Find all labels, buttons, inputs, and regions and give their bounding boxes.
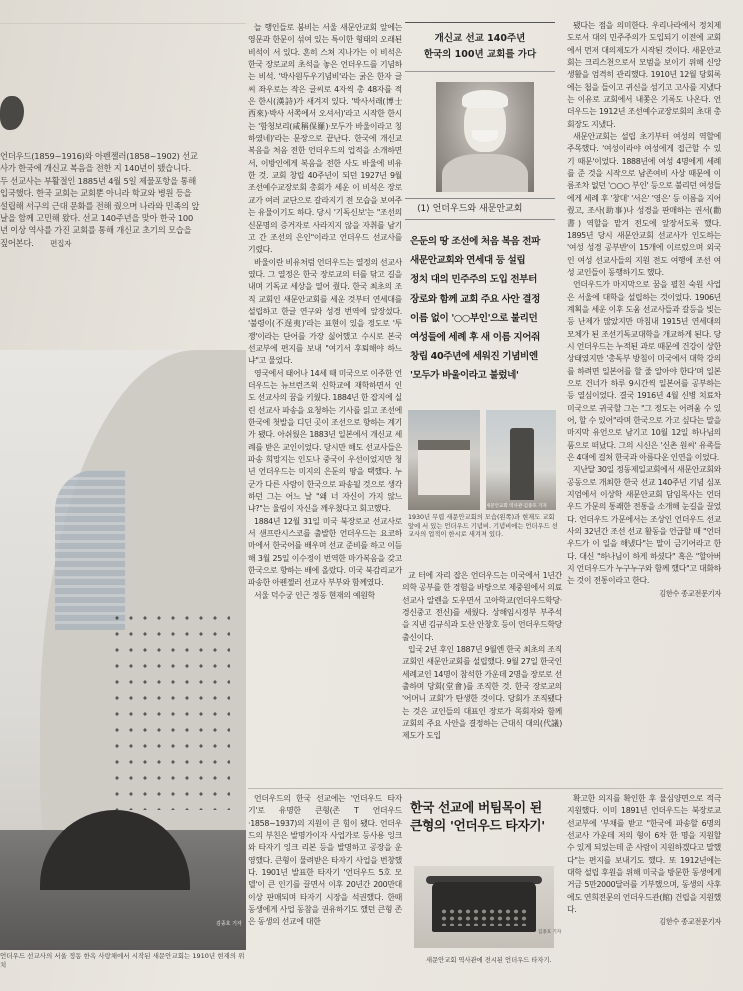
summary-line: '모두가 바울이라고 불렀네' [410, 370, 519, 382]
article-column-3 [567, 20, 721, 600]
typewriter-photo [414, 866, 554, 948]
article-paragraph: 서울 덕수궁 인근 정동 현재의 예원학 [254, 590, 375, 600]
series-header-box [405, 22, 555, 72]
article-column-2 [402, 570, 562, 743]
article-paragraph: 새문안교회는 설립 초기부터 여성의 역할에 주목했다. '여성이라야 여성에게 접근할 수 있기 때문'이었다. 1888년에 여성 4명에게 세례를 준 것을 시작으로 남존여비 사상 때문에 이름조차 없던 '○○○ 부인' 등으로 불리던 여성들에게 세례 후 '창대' '서은' '영은' 등 이름을 지어줬고, 조사(助事)나 성경을 판매하는 권서(勸書) 역할을 맡겨 전도에 앞장서도록 했다. 1895년 당시 새문안교회 선교사가 인도하는 '여성 성경 공부반'이 15개에 이르렀으며 외국인 여성 선교사들의 지원 전도 여행에 조선 여성 교인들이 동행하기도 했다. [567, 132, 721, 277]
summary-line: 장로와 함께 교회 주요 사안 결정 [410, 293, 540, 305]
sidebar-divider [248, 788, 723, 789]
left-photo-credit: 김종호 기자 [216, 921, 242, 927]
old-church-building [418, 440, 470, 495]
lead-paragraph [0, 150, 200, 250]
sidebar-column-2 [567, 793, 721, 929]
sidebar-paragraph: 확고한 의지를 확인한 후 물심양면으로 적극 지원했다. 이미 1891년 언더우드는 북장로교 선교부에 '부채를 받고 "한국에 파송할 6명의 선교사 가운데 저의 형이 6차 한 명을 지원할 수 있게 되었는데 준 사람이 지원하겠다고 말했다"는 편지를 보내기도 했다. 또 1912년에는 대학 설립 후원을 위해 미국을 방문한 동생에게 거금 5만2000달러를 기부했으며, 동생의 사후에도 연희전문의 언더우드관(館) 건립을 지원했다. [567, 794, 721, 915]
article-paragraph: 지난달 30일 정동제일교회에서 새문안교회와 공동으로 개최한 한국 선교 140주년 기념 심포지엄에서 이상학 새문안교회 담임목사는 언더우드 가문의 통쾌한 전통을 소개해 눈길을 끌었다. 언더우드 가문에서는 조상인 언더우드 선교사의 32년간 조선 선교 활동을 언급할 때 "언더우드가 이 일을 해냈다"는 말이 금기어라고 한다. 대신 "하나님이 하게 하셨다" 혹은 "할아버지 언더우드가 누구누구와 함께 했다"고 대화하는 것이 전통이라고 한다. [567, 465, 721, 586]
article-paragraph: 교 터에 자리 잡은 언더우드는 미국에서 1년간 의학 공부를 한 경험을 바탕으로 제중원에서 의료 선교사 알렌을 도우면서 고아학교(언더우드학당·경신중고 전신)를 세웠다. 상해임시정부 부주석을 지낸 김규식과 도산 안창호 등이 언더우드학당 출신이다. [402, 571, 562, 642]
article-paragraph: 영국에서 태어나 14세 때 미국으로 이주한 언더우드는 뉴브런즈윅 신학교에 재학하면서 인도 선교사의 꿈을 키웠다. 1884년 한 잡지에 실린 선교사 파송을 요청하는 기사를 읽고 조선에 한국에 첫발을 디딘 곳이 조선으로 향하는 계기가 됐다. 아쉬웠은 1883년 일본에서 개신교 세례를 받은 교인이었다. 당시만 해도 선교사들은 파송 희망지는 인도나 중국이 우선이었지만 청년 언더우드는 미지의 은둔의 땅을 택했다. 누군가 다른 사람이 한국으로 파송될 것으로 생각하던 그는 어느 날 "왜 너 자신이 가지 않느냐?"는 울림이 자신을 깨우쳤다고 회고했다. [248, 368, 402, 514]
summary-line: 새문안교회와 연세대 등 설립 [410, 255, 526, 267]
underwood-portrait [436, 82, 534, 192]
series-header-line1: 개신교 선교 140주년 [434, 33, 526, 44]
sidebar-byline: 김한수 종교전문기자 [659, 917, 721, 927]
summary-block [410, 232, 558, 386]
typewriter-caption: 새문안교회 역사관에 전시된 언더우드 타자기. [426, 957, 552, 964]
building-facade-pattern [110, 610, 230, 810]
memorial-stone [510, 428, 534, 500]
typewriter-credit: 김종호 기자 [538, 930, 562, 935]
summary-line: 정치 대의 민주주의 도입 전부터 [410, 274, 538, 286]
quote-mark-icon [0, 96, 24, 130]
section-title: ⟨1⟩ 언더우드와 새문안교회 [405, 198, 555, 220]
article-byline: 김한수 종교전문기자 [659, 588, 721, 598]
article-paragraph: 늘 행인들로 붐비는 서울 새문안교회 앞에는 영문과 한문이 섞여 있는 특이한 형태의 오래된 비석이 서 있다. 흔히 스쳐 지나가는 이 비석은 한국 장로교의 초석을 놓은 언더우드를 기념하는 비석. '박사원두우기념비'라는 굵은 한자 글씨 좌우로는 작은 글씨로 4자씩 총 48자를 적은 한시(漢詩)가 새겨져 있다. '박사서래(博士西來)·박사 서쪽에서 오셔서)'라고 시작한 한시는 '함청보리(咸稱保羅)·모두가 바울이라고 칭하였네)'라는 문장으로 끝난다. 한국에 개신교 복음을 처음 전한 언더우드의 업적을 소개하면서, 이방인에게 복음을 전한 사도 바울에 비유한 것. 교회 창립 40주년이 되던 1927년 9월 조선예수교장로회 총회가 세운 이 비석은 장로교가 여러 교단으로 갈라지기 전 모습을 보여주는 유물이기도 하다. 당시 '기독신보'는 "조선의 신문명의 증거자로 사라지지 않을 자취를 남기고 간 조선의 은인"이라고 언더우드 선교사를 기렸다. [248, 23, 402, 255]
sidebar-headline-line1: 한국 선교에 버팀목이 된 [410, 801, 542, 816]
summary-line: 창립 40주년에 세워진 기념비엔 [410, 351, 538, 363]
building-glass-wall [55, 470, 125, 630]
sidebar-headline [410, 800, 560, 836]
fold-line [0, 23, 246, 24]
portrait-body [442, 154, 528, 192]
sidebar-headline-line2: 큰형의 '언더우드 타자기' [410, 819, 545, 834]
summary-line: 이름 없이 '○○부인'으로 불리던 [410, 312, 538, 324]
memorial-stone-photo [486, 410, 556, 510]
summary-line: 은둔의 땅 조선에 처음 복음 전파 [410, 236, 540, 247]
article-paragraph: 됐다는 점을 의미한다. 우리나라에서 정치제도로서 대의 민주주의가 도입되기 이전에 교회에서 먼저 대의제도가 시작된 것이다. 새문안교회는 크리스천으로서 모범을 보이기 위해 신앙생활을 엄격히 관리했다. 1910년 12월 당회록에는 첩을 들이고 귀신을 섬기고 고사를 지냈다는 이유로 교회에서 내쫓은 기록도 나온다. 언더우드는 1912년 조선예수교장로회의 초대 총회장도 지냈다. [567, 21, 721, 129]
portrait-hair [462, 90, 508, 108]
church-building-photo [0, 350, 246, 950]
left-photo-caption: 언더우드 선교사의 서울 정동 한옥 사랑채에서 시작된 새문안교회는 1910년 현재의 위치 [0, 952, 245, 969]
sidebar-column-1 [248, 793, 402, 929]
article-paragraph: 바울이란 비유처럼 언더우드는 열정의 선교사였다. 그 열정은 한국 장로교의 터를 닦고 길을 내며 기독교 세상을 열어 줬다. 한국 최초의 조직 교회인 새문안교회를 세운 것부터 연세대를 설립하고 한글 연구와 성경 번역에 앞장섰다. '불령이(不逞夷)'라는 표현이 있을 정도로 '투쟁'이라는 단어를 가장 싫어했고 수시로 본국 선교부에 편지를 보내 "여기서 후퇴해야 하느냐"고 물었다. [248, 257, 402, 366]
sidebar-paragraph: 언더우드의 한국 선교에는 '언더우드 타자기'로 유명한 큰형(존 T 언더우드·1858~1937)의 지원이 큰 힘이 됐다. 언더우드의 부친은 발명가이자 사업가로 등사용 잉크와 타자기 잉크 리본 등을 발명하고 공장을 운영했다. 큰형이 물려받은 타자기 사업을 번창했다. 1901년 발표한 타자기 '언더우드 5호 모델'이 큰 인기를 끌면서 이후 20년간 200만대 이상 판매되며 타자기 시장을 석권했다. 한때 동생에게 사업 동참을 권유하기도 했던 큰형 존은 동생의 선교에 대한 [248, 794, 402, 927]
article-paragraph: 언더우드가 마지막으로 꿈을 펼친 숙원 사업은 서울에 대학을 설립하는 것이었다. 1906년 계획을 세운 이후 도움 선교사들과 갈등을 빚는 등 난제가 많았지만 마침내 1915년 연세대의 모체가 된 조선기독교대학을 개교하게 된다. 당시 언더우드는 누적된 과로 때문에 건강이 상한 상태였지만 '총독부 방침이 미국에서 대학 강의를 하려면 일본어를 할 줄 알아야 한다'며 일본으로 건너가 하루 9시간씩 일본어를 공부하는 등 열심이었다. 결국 1916년 4월 신병 치료차 미국으로 귀국할 그는 "그 정도는 어려움 수 있어, 할 수 있어"라며 한국으로 가고 싶다는 말을 마지막 유언으로 남기고 10월 12일 하나님의 품으로 떠났다. 그의 시신은 '신촌 원씨' 유족들은 4대에 걸쳐 한국과 아름다운 인연을 이었다. [567, 280, 721, 463]
portrait-beard [472, 130, 498, 142]
article-column-1 [248, 22, 402, 602]
summary-line: 여성들에 세례 후 새 이름 지어줘 [410, 332, 540, 344]
series-header-line2: 한국의 100년 교회를 가다 [423, 49, 537, 60]
article-paragraph: 1884년 12월 31일 미국 북장로교 선교사로서 샌프란시스코를 출발한 언더우드는 요코하마에서 한국어를 배우며 선교 준비를 하고 이듬해 3월 25일 이수정이 번역한 마가복음을 갖고 한국으로 향하는 배에 올랐다. 미국 북감리교가 파송한 아펜젤러 선교사 부부와 함께였다. [248, 516, 402, 588]
typewriter-keys [440, 908, 528, 926]
photo-caption: 1930년 무렵 새문안교회의 모습(왼쪽)과 현재도 교회 앞에 서 있는 언더우드 기념비. 기념비에는 언더우드 선교사의 업적이 한시로 새겨져 있다. [408, 514, 558, 539]
lead-byline: 편집자 [50, 238, 72, 248]
photo-credit: 새문안교회 역사관·김종호 기자 [486, 504, 547, 509]
lead-text: 언더우드(1859~1916)와 아펜젤러(1858~1902) 선교사가 한국에 개신교 복음을 전한 지 140년이 됐습니다. 두 선교사는 부활절인 1885년 4월 5일 제물포항을 통해 입국했다. 한국 교회는 교회뿐 아니라 학교와 병원 등을 설립해 서구의 근대 문화를 전해 줬으며 나라와 민족의 앞날을 함께 고민해 왔다. 선교 140주년을 맞아 한국 100년 이상 역사를 가진 교회를 통해 개신교 초기의 모습을 짚어본다. [0, 151, 200, 248]
old-church-photo [408, 410, 480, 510]
article-paragraph: 입국 2년 후인 1887년 9월엔 한국 최초의 조직 교회인 새문안교회를 설립했다. 9월 27일 한국인 세례교인 14명이 참석한 가운데 2명을 장로로 선출하며 당회(堂會)를 조직한 것. 한국 장로교의 '어머니 교회'가 탄생한 것이다. 당회가 조직됐다는 것은 교인들의 대표인 장로가 목회자와 함께 교회의 주요 사안을 결정하는 근대식 대의(代議)제도가 도입 [402, 645, 562, 741]
